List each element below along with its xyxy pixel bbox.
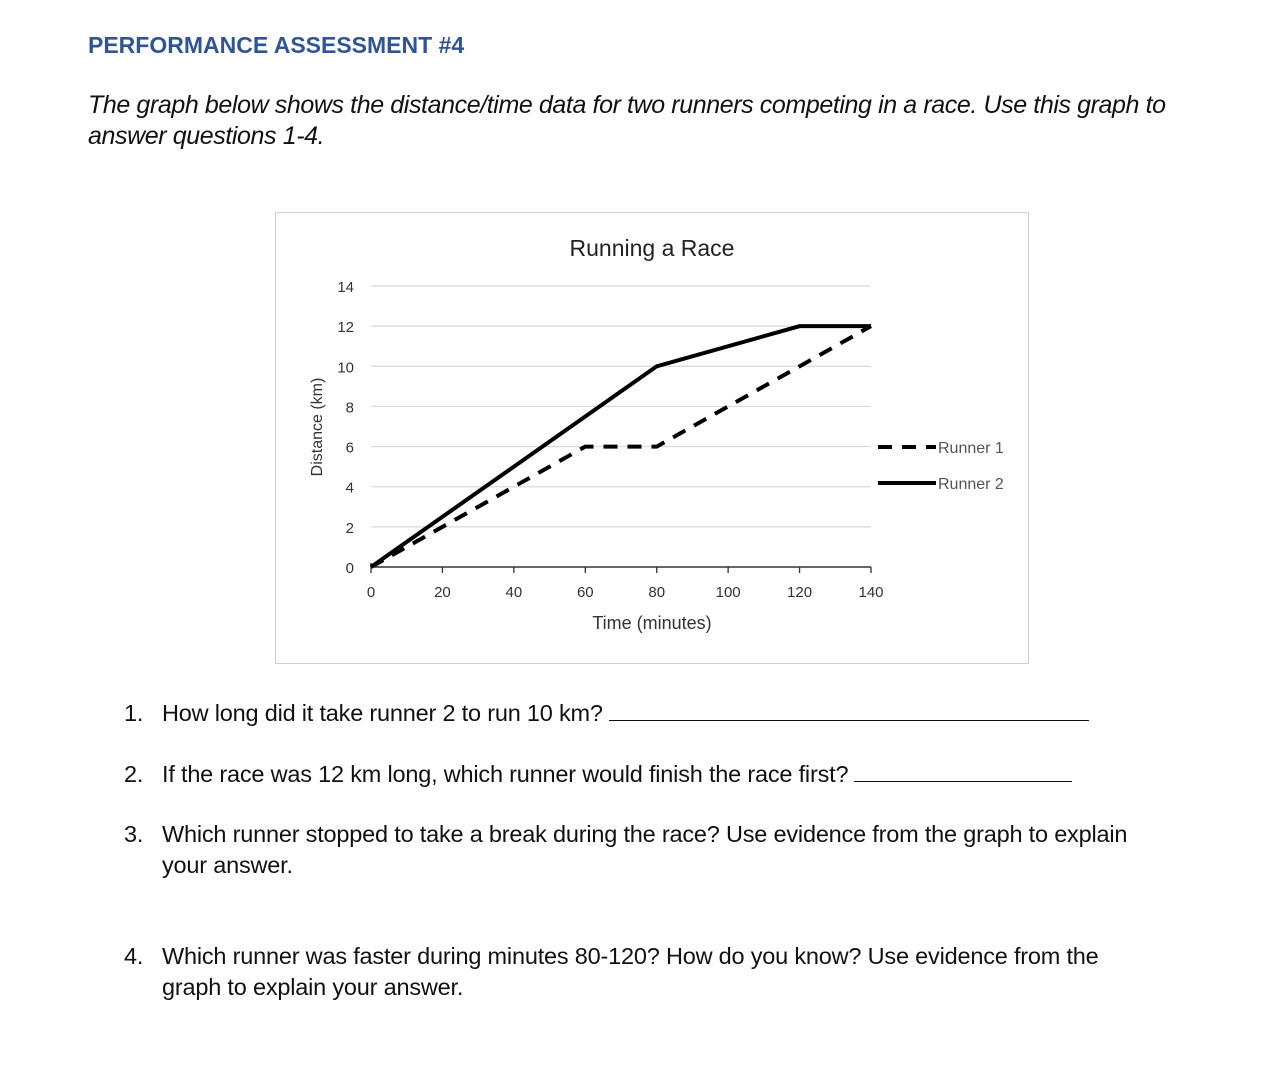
- question-text: Which runner was faster during minutes 80-120? How do you know? Use evidence from the: [162, 943, 1099, 969]
- x-axis-label: Time (minutes): [592, 613, 712, 633]
- y-axis-label: Distance (km): [309, 377, 326, 477]
- question-text-continued: your answer.: [162, 852, 293, 878]
- y-tick-label: 12: [337, 319, 354, 337]
- question-number: 3.: [124, 821, 144, 847]
- x-tick-label: 60: [576, 584, 594, 601]
- y-tick-label: 2: [345, 519, 354, 537]
- question-text-continued: graph to explain your answer.: [162, 974, 464, 1000]
- race-chart: [276, 213, 1028, 663]
- x-tick-label: 40: [505, 584, 523, 601]
- question-4: [124, 941, 1099, 1003]
- x-tick-label: 20: [434, 584, 451, 601]
- y-tick-label: 6: [345, 439, 354, 457]
- x-tick-label: 80: [648, 584, 666, 601]
- x-tick-label: 0: [366, 584, 376, 601]
- question-text: If the race was 12 km long, which runner would finish the race first?: [162, 761, 849, 787]
- y-tick-label: 8: [345, 399, 354, 417]
- legend-label: Runner 2: [938, 476, 1004, 493]
- answer-blank[interactable]: [854, 759, 1072, 782]
- y-tick-label: 0: [345, 560, 354, 577]
- chart-title: Running a Race: [569, 235, 735, 261]
- legend-label: Runner 1: [938, 440, 1004, 457]
- page-title: PERFORMANCE ASSESSMENT #4: [88, 32, 465, 58]
- answer-blank[interactable]: [609, 698, 1089, 721]
- question-text: How long did it take runner 2 to run 10 km?: [162, 700, 603, 726]
- question-number: 2.: [124, 761, 144, 787]
- x-tick-label: 140: [858, 584, 884, 601]
- question-2: [124, 759, 1072, 790]
- y-tick-label: 14: [337, 279, 354, 296]
- x-tick-label: 100: [715, 584, 741, 601]
- chart-container: [275, 212, 1029, 664]
- y-tick-label: 10: [337, 359, 354, 377]
- y-tick-label: 4: [345, 479, 354, 497]
- question-1: [124, 698, 1089, 729]
- question-3: [124, 819, 1127, 881]
- question-number: 4.: [124, 943, 144, 969]
- x-tick-label: 120: [787, 584, 813, 601]
- question-text: Which runner stopped to take a break during the race? Use evidence from the graph to explain: [162, 821, 1128, 847]
- question-number: 1.: [124, 700, 144, 726]
- intro-text: The graph below shows the distance/time data for two runners competing in a race. Use this graph to answer questions 1-4.: [88, 91, 1166, 150]
